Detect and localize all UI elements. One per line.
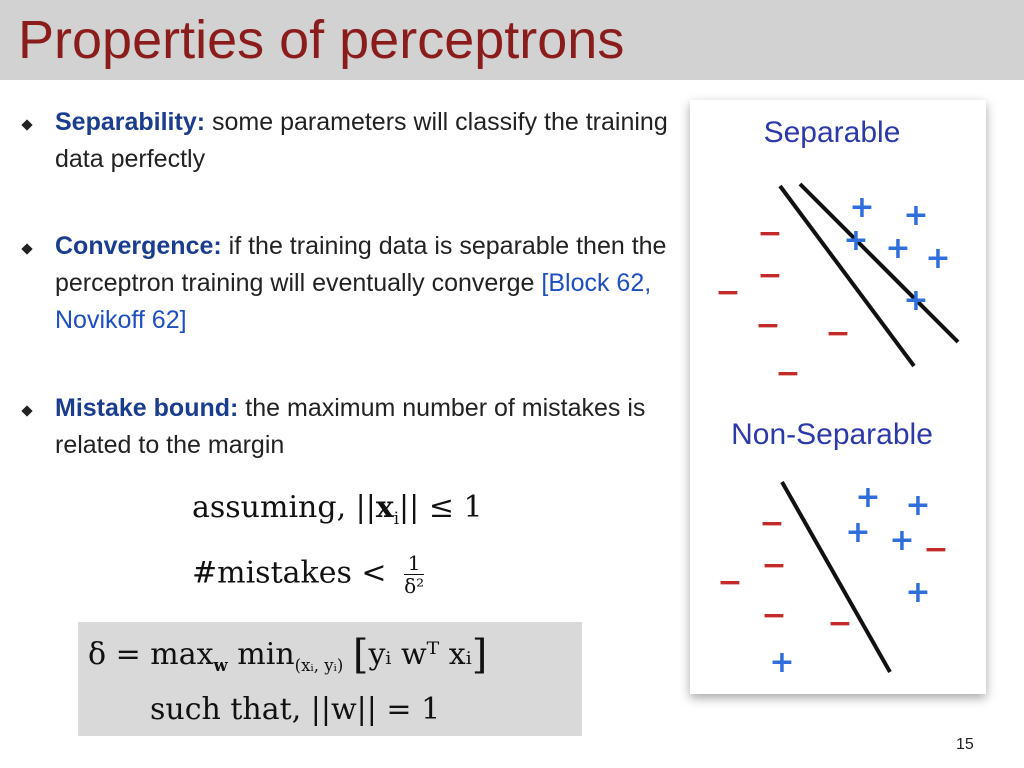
separability-figure <box>690 100 986 694</box>
plus-marker: + <box>845 515 871 550</box>
plus-marker: + <box>903 283 929 318</box>
separability-illustration <box>690 100 986 694</box>
norm-right: || <box>399 490 420 525</box>
minus-marker: − <box>761 598 787 633</box>
positive-points-ns <box>769 480 930 680</box>
fraction <box>404 552 424 597</box>
min-subscript: (xᵢ, yᵢ) <box>294 656 344 675</box>
page-number: 15 <box>956 736 974 753</box>
bullet-diamond-icon <box>21 119 32 130</box>
bullet-body: the maximum number of mistakes is related to the margin <box>55 394 646 459</box>
bullet-diamond-icon <box>21 243 32 254</box>
plus-marker: + <box>849 190 875 225</box>
bullet-term: Convergence: <box>55 232 222 260</box>
left-bracket: [ <box>352 632 369 678</box>
such-that-label: such that, <box>150 692 302 727</box>
title-bar <box>0 0 1024 80</box>
plus-marker: + <box>855 480 881 515</box>
minus-marker: − <box>759 506 785 541</box>
separable-label: Separable <box>763 116 901 149</box>
minus-marker: − <box>775 356 801 391</box>
max-subscript: w <box>213 656 228 675</box>
less-than: < <box>361 555 387 591</box>
plus-marker: + <box>925 241 951 276</box>
bullet-text <box>55 104 685 178</box>
mistakes-bound-equation <box>192 552 424 597</box>
min-label: min <box>237 637 295 672</box>
bullet-term: Mistake bound: <box>55 394 239 422</box>
bullet-text <box>55 228 685 339</box>
delta-equals-max: δ = max <box>88 637 214 672</box>
minus-marker: − <box>761 548 787 583</box>
leq-one: ≤ 1 <box>428 490 483 525</box>
delta-definition <box>88 632 487 678</box>
negative-points <box>715 216 850 391</box>
plus-marker: + <box>905 575 931 610</box>
nonseparable-panel <box>717 418 948 680</box>
minus-marker: − <box>757 258 783 293</box>
minus-marker: − <box>717 565 743 600</box>
minus-marker: − <box>715 275 741 310</box>
right-bracket: ] <box>471 632 488 678</box>
x-subscript: i <box>393 509 400 528</box>
minus-marker: − <box>827 606 853 641</box>
w-norm-constraint: ||w|| = 1 <box>310 692 441 727</box>
fraction-numerator: 1 <box>404 552 424 575</box>
positive-points <box>843 190 950 318</box>
plus-marker: + <box>905 488 931 523</box>
constraint-line <box>150 692 440 727</box>
minus-marker: − <box>757 216 783 251</box>
minus-marker: − <box>825 316 851 351</box>
bullet-diamond-icon <box>21 405 32 416</box>
assumption-equation <box>192 490 483 528</box>
plus-marker: + <box>769 645 795 680</box>
fraction-denominator: δ² <box>404 574 425 598</box>
norm-left: || <box>355 490 376 525</box>
assuming-label: assuming, <box>192 490 347 525</box>
bullet-body: if the training data is separable then the perceptron training will eventually converge <box>55 232 667 297</box>
plus-marker: + <box>903 198 929 233</box>
slide-title: Properties of perceptrons <box>18 10 625 70</box>
bullet-text <box>55 390 685 464</box>
bracket-content: yᵢ wᵀ xᵢ <box>368 637 472 672</box>
mistakes-label: #mistakes <box>192 555 352 591</box>
plus-marker: + <box>889 523 915 558</box>
nonseparable-label: Non-Separable <box>731 418 933 451</box>
x-vector: x <box>375 490 394 525</box>
separable-panel <box>715 116 958 391</box>
minus-marker: − <box>755 308 781 343</box>
bullet-term: Separability: <box>55 108 206 136</box>
plus-marker: + <box>885 231 911 266</box>
minus-marker: − <box>923 532 949 567</box>
bullet-citation: [Block 62, Novikoff 62] <box>55 269 652 334</box>
margin-definition-box <box>78 622 582 736</box>
bullet-body: some parameters will classify the training data perfectly <box>55 108 668 173</box>
plus-marker: + <box>843 223 869 258</box>
